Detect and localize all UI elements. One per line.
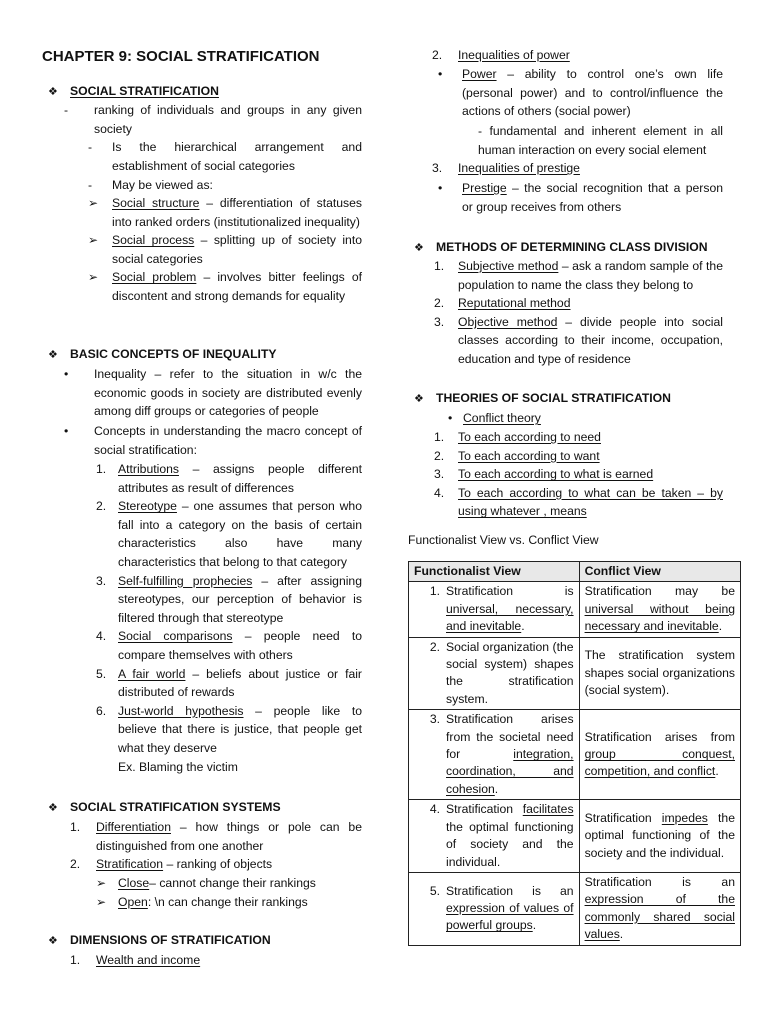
arrow-bullet-icon: ➢	[96, 894, 107, 909]
dot-bullet: •	[438, 181, 443, 195]
view-list	[88, 194, 362, 306]
power-bullet: • Power – ability to control one’s own life (personal power) and to control/influence the actions of others (social power)	[438, 65, 723, 121]
methods-list	[434, 257, 723, 369]
stratification-sub-list	[96, 874, 362, 911]
list-item: 4. To each according to what can be taken – by using whatever , means	[434, 485, 723, 519]
dash-bullet: -	[64, 103, 69, 117]
concept-term: Self-fulfilling prophecies	[118, 573, 253, 588]
conflict-theory-bullet: • Conflict theory	[448, 409, 728, 428]
functionalist-cell: 5. Stratification is an expression of values of powerful groups.	[409, 872, 580, 945]
view-item: ➢ Social problem – involves bitter feelings of discontent and strong demands for equality	[88, 268, 362, 305]
definition-text: ranking of individuals and groups in any given society	[94, 103, 362, 136]
functionalist-cell: 2. Social organization (the social system) shapes the stratification system.	[409, 637, 580, 710]
view-item: ➢ Social process – splitting up of society into social categories	[88, 231, 362, 268]
diamond-bullet-icon: ❖	[48, 935, 58, 947]
table-row	[409, 582, 741, 637]
list-item: 1. Differentiation – how things or pole can be distinguished from one another	[70, 820, 362, 853]
dot-bullet: •	[64, 367, 69, 381]
dot-bullet: •	[448, 411, 453, 425]
concept-term: A fair world	[118, 666, 186, 681]
list-item: ➢ Open: \n can change their rankings	[96, 893, 362, 912]
section-heading-basic-concepts	[48, 345, 277, 365]
diamond-bullet-icon: ❖	[414, 393, 424, 405]
diamond-bullet-icon: ❖	[48, 349, 58, 361]
section-heading-text: THEORIES OF SOCIAL STRATIFICATION	[436, 391, 671, 405]
functionalist-cell: 4. Stratification facilitates the optimal functioning of society and the individual.	[409, 800, 580, 873]
theories-list	[434, 428, 723, 521]
comparison-table	[408, 561, 741, 946]
chapter-title: CHAPTER 9: SOCIAL STRATIFICATION	[42, 48, 320, 65]
arrow-bullet-icon: ➢	[88, 196, 99, 210]
section-heading-theories	[414, 389, 671, 409]
section-heading-text: BASIC CONCEPTS OF INEQUALITY	[70, 347, 277, 361]
sub-item-viewed-as: - May be viewed as:	[88, 176, 362, 195]
table-caption: Functionalist View vs. Conflict View	[408, 533, 599, 547]
systems-list	[70, 818, 362, 874]
view-term: Social structure	[112, 196, 200, 210]
section-heading-methods	[414, 238, 708, 258]
example-line: Ex. Blaming the victim	[118, 759, 238, 774]
column-header-conflict: Conflict View	[579, 562, 740, 582]
list-item: 4. Social comparisons – people need to compare themselves with others	[96, 629, 362, 662]
table-row	[409, 800, 741, 873]
diamond-bullet-icon: ❖	[48, 86, 58, 98]
list-item: 6. Just-world hypothesis – people like to believe that there is justice, that people get what they deserve	[96, 703, 363, 755]
arrow-bullet-icon: ➢	[88, 233, 99, 248]
section-heading-dimensions	[48, 931, 271, 951]
system-term: Stratification	[96, 857, 164, 872]
section-heading-text: DIMENSIONS OF STRATIFICATION	[70, 933, 271, 947]
table-row	[409, 872, 741, 945]
table-row	[409, 637, 741, 710]
conflict-cell: Stratification may be universal without being necessary and inevitable.	[579, 582, 740, 637]
conflict-cell: Stratification is an expression of the commonly shared social values.	[579, 872, 740, 945]
list-item: 2. Reputational method	[434, 296, 571, 311]
table-header-row	[409, 562, 741, 582]
list-item: 3. Self-fulfilling prophecies – after assigning stereotypes, our perception of behavior is filtered through that stereotype	[96, 573, 362, 625]
list-item: 1. To each according to need	[434, 430, 601, 444]
conflict-cell: Stratification impedes the optimal functioning of the society and the individual.	[579, 800, 740, 873]
sub-item-text: May be viewed as:	[112, 178, 213, 192]
table-row	[409, 710, 741, 800]
view-term: Social problem	[112, 270, 197, 285]
section-heading-text: SOCIAL STRATIFICATION SYSTEMS	[70, 800, 281, 814]
list-item: 2. Stratification – ranking of objects	[70, 857, 273, 872]
column-header-functionalist: Functionalist View	[409, 562, 580, 582]
prestige-bullet: • Prestige – the social recognition that a person or group receives from others	[438, 179, 723, 216]
sub-item-hierarchical: - Is the hierarchical arrangement and establishment of social categories	[88, 138, 362, 175]
diamond-bullet-icon: ❖	[414, 242, 424, 254]
section-heading-text: METHODS OF DETERMINING CLASS DIVISION	[436, 240, 708, 254]
dot-bullet: •	[64, 424, 69, 438]
inequality-bullet	[64, 365, 362, 421]
view-term: Social process	[112, 233, 195, 248]
list-item: 1. Subjective method – ask a random sample of the population to name the class they belong to	[434, 259, 723, 292]
list-item: 2. To each according to want	[434, 448, 600, 463]
power-sub-note: - fundamental and inherent element in all human interaction on every social element	[478, 124, 723, 157]
list-item: ➢ Close– cannot change their rankings	[96, 874, 362, 893]
definition-item	[64, 101, 362, 138]
arrow-bullet-icon: ➢	[88, 270, 99, 285]
concept-term: Stereotype	[118, 499, 177, 514]
concepts-bullet	[64, 422, 362, 459]
concepts-list	[96, 460, 362, 776]
section-heading-stratification-systems	[48, 798, 281, 818]
system-term: Differentiation	[96, 820, 171, 834]
diamond-bullet-icon: ❖	[48, 802, 58, 814]
list-item: 3. To each according to what is earned	[434, 467, 654, 482]
conflict-cell: The stratification system shapes social organizations (social system).	[579, 637, 740, 710]
functionalist-cell: 1. Stratification is universal, necessary, and inevitable.	[409, 582, 580, 637]
dot-bullet: •	[438, 67, 443, 81]
list-item: 3. Objective method – divide people into social classes according to their income, occupation, education and type of residence	[434, 314, 723, 366]
section-heading-social-stratification	[48, 82, 219, 102]
dimension-item-1: 1. Wealth and income	[70, 953, 201, 967]
section-heading-text: SOCIAL STRATIFICATION	[70, 84, 219, 98]
dimension-item-2: 2. Inequalities of power	[432, 48, 570, 62]
concept-term: Social comparisons	[118, 629, 233, 644]
concept-term: Attributions	[118, 462, 179, 476]
view-item: ➢ Social structure – differentiation of statuses into ranked orders (institutionalized inequality)	[88, 194, 362, 231]
bullet-text: Inequality – refer to the situation in w/c the economic goods in society are distributed evenly among diff groups or categories of people	[94, 367, 362, 419]
functionalist-cell: 3. Stratification arises from the societal need for integration, coordination, and cohesion.	[409, 710, 580, 800]
conflict-cell: Stratification arises from group conquest, competition, and conflict.	[579, 710, 740, 800]
list-item: 5. A fair world – beliefs about justice or fair distributed of rewards	[96, 666, 362, 700]
list-item: 1. Attributions – assigns people different attributes as result of differences	[96, 462, 362, 495]
list-item: 2. Stereotype – one assumes that person who fall into a category on the basis of certain characteristics also have many characteristics that belong to that category	[96, 499, 362, 569]
bullet-text: Concepts in understanding the macro concept of social stratification:	[94, 424, 362, 457]
arrow-bullet-icon: ➢	[96, 876, 107, 890]
dimension-item-3: 3. Inequalities of prestige	[432, 161, 580, 175]
sub-item-text: Is the hierarchical arrangement and establishment of social categories	[112, 140, 362, 173]
concept-term: Just-world hypothesis	[118, 703, 244, 718]
